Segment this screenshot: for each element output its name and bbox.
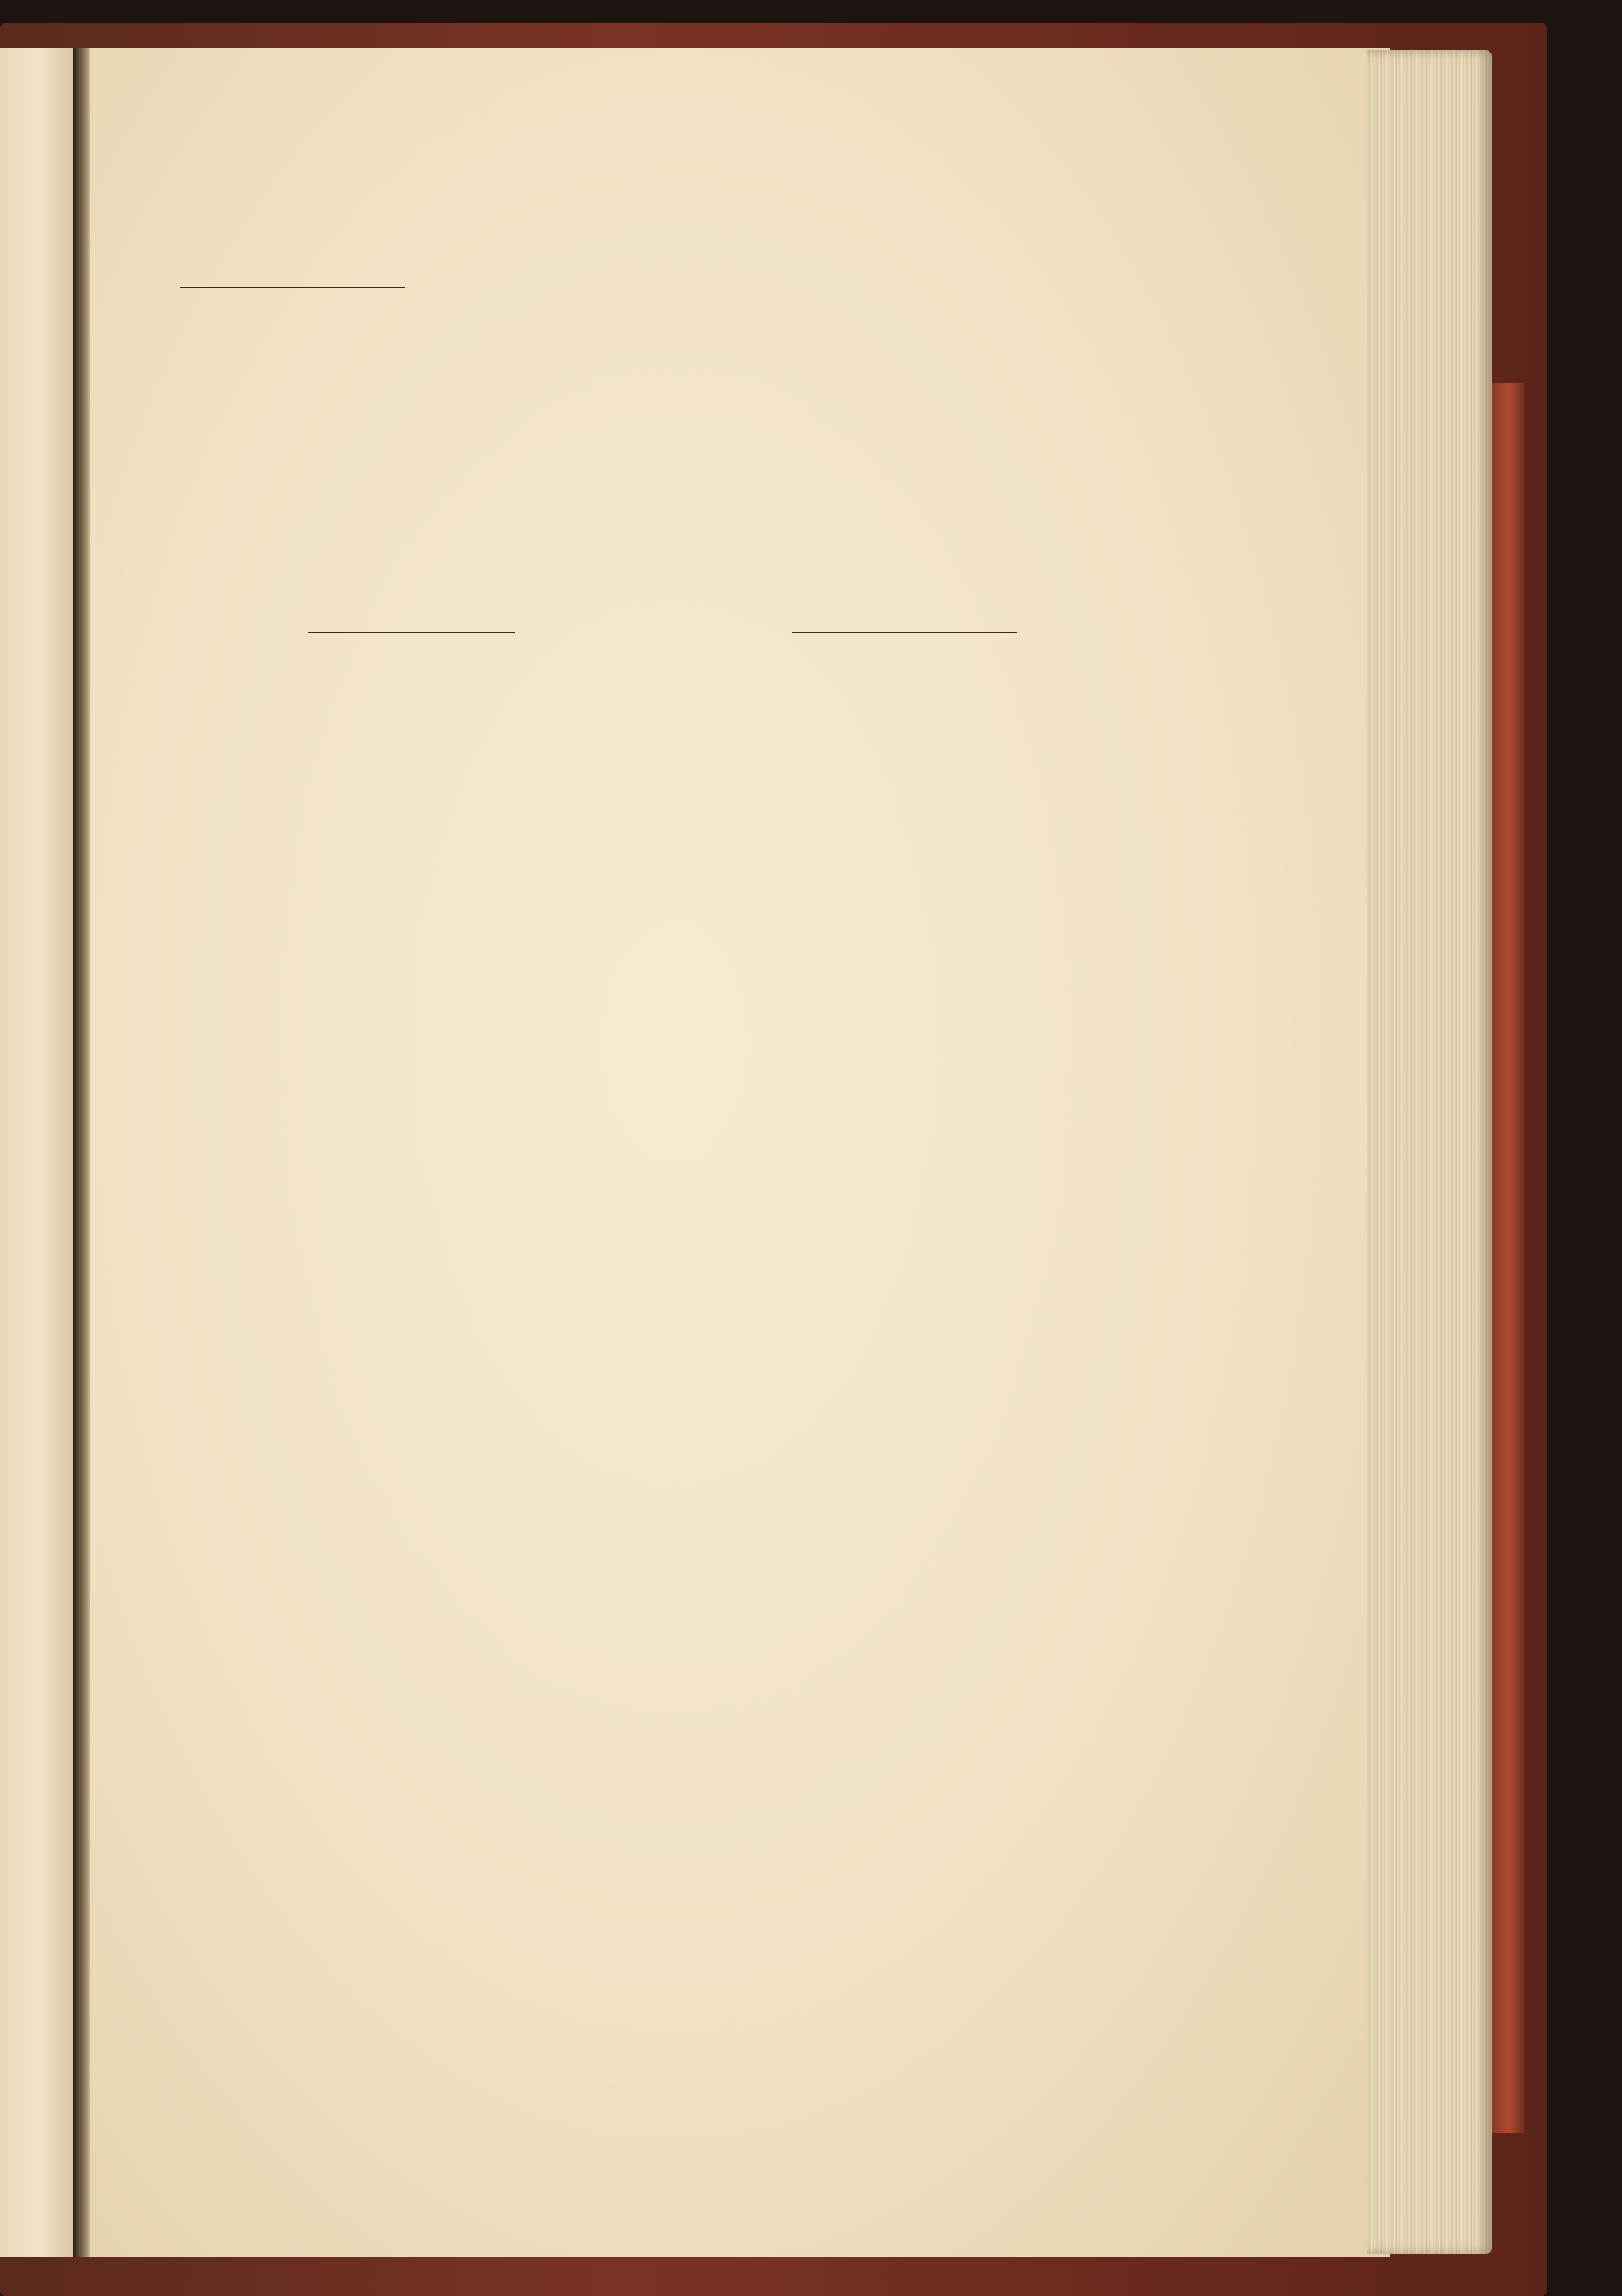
page-content (175, 200, 1129, 685)
sum-rule-right (792, 632, 1017, 633)
sum-line (218, 642, 1129, 682)
left-page-edge (0, 48, 78, 2257)
running-header (175, 200, 1129, 250)
book-gutter (73, 48, 92, 2257)
page-edges (1367, 50, 1492, 2254)
cover-edge-strip (1492, 383, 1525, 2133)
sum-rules (175, 632, 1129, 642)
asset-table (175, 332, 1129, 632)
sum-rule-left (308, 632, 515, 633)
footnote-rule (180, 287, 405, 288)
